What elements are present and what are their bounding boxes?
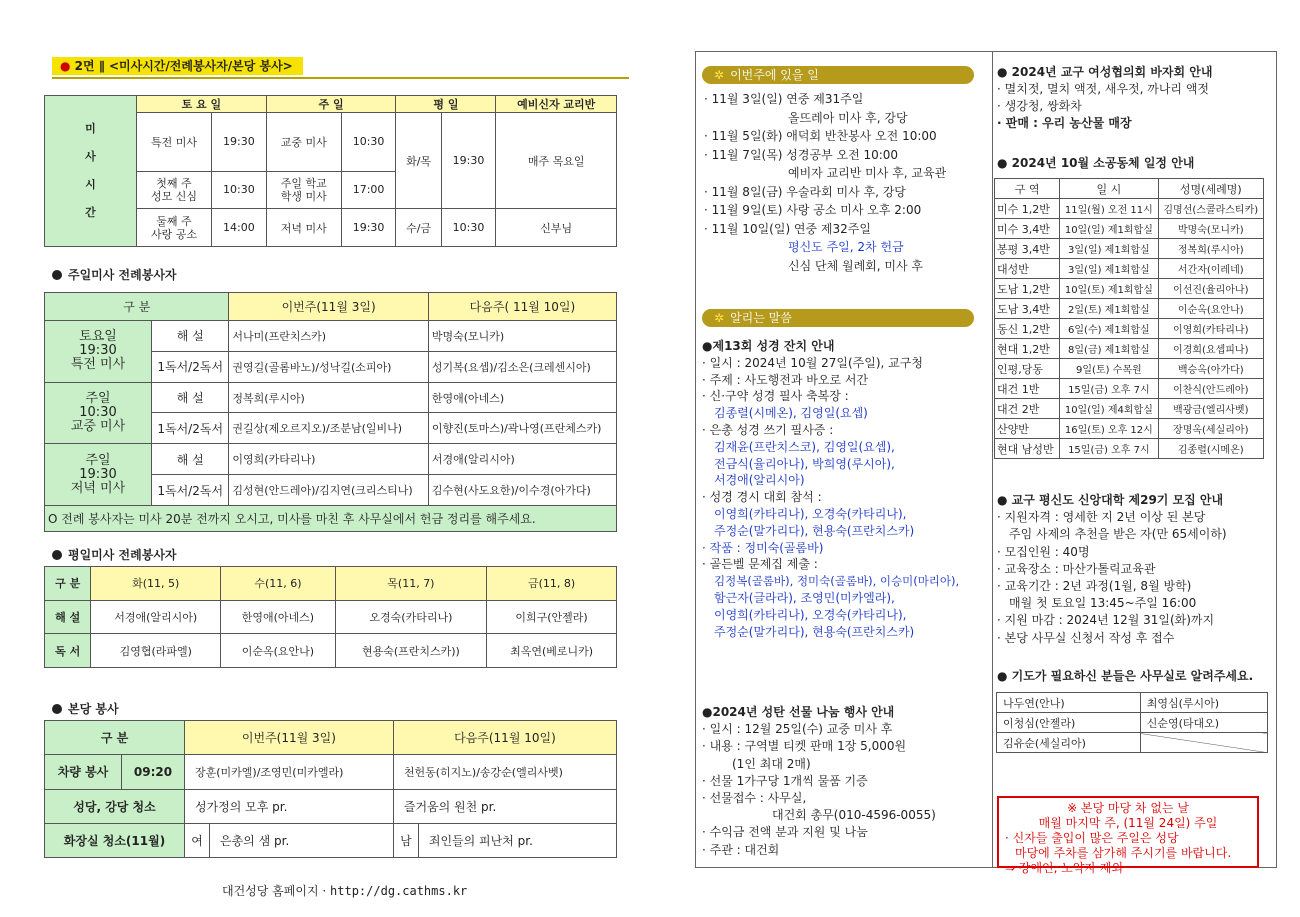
- name: 최영심(루시아): [1140, 693, 1267, 713]
- community-schedule-table: [994, 178, 1264, 459]
- tag: 남: [393, 823, 418, 857]
- name: 이향진(토마스)/곽나영(프란체스카): [428, 413, 616, 444]
- table-row: 봉평 3,4반 3일(일) 제1회합실 정복희(루시아): [995, 239, 1264, 259]
- name: 서경애(알리시아): [428, 444, 616, 475]
- sunday-servers-table: [44, 292, 617, 532]
- table-row: 대건 2반 10일(일) 제4회합실 백광금(엘리사벳): [995, 399, 1264, 419]
- name: 김영협(라파엘): [91, 634, 221, 668]
- servers-note: O 전례 봉사자는 미사 20분 전까지 오시고, 미사를 마친 후 사무실에서 헌금 정리를 해주세요.: [45, 506, 617, 532]
- name: 최옥연(베로니카): [487, 634, 617, 668]
- header: 화(11, 5): [91, 567, 221, 601]
- name: 나두연(안나): [997, 693, 1141, 713]
- mass-label: 주일 10:30 교중 미사: [45, 382, 152, 444]
- cell: 매주 목요일: [496, 113, 617, 209]
- this-week-banner: ✲ 이번주에 있을 일: [702, 66, 974, 84]
- page-label: ● 2면 ∥ <미사시간/전례봉사자/본당 봉사>: [52, 57, 303, 75]
- header: 구 역: [995, 179, 1060, 199]
- table-row: 대성반 3일(일) 제1회합실 서간자(이레네): [995, 259, 1264, 279]
- bullet-icon: [52, 270, 62, 280]
- prayer-title: ● 기도가 필요하신 분들은 사무실로 알려주세요.: [997, 669, 1254, 683]
- prayer-names-table: [996, 692, 1268, 753]
- name: 이순옥(요안나): [221, 634, 336, 668]
- name: 이희구(안젤라): [487, 600, 617, 634]
- next-week: 천헌동(히지노)/송강순(엘리사벳): [393, 755, 616, 789]
- header: 다음주( 11월 10일): [428, 293, 616, 321]
- name: 권영길(골롬바노)/성낙길(소피아): [229, 351, 428, 382]
- header: 이번주(11월 3일): [229, 293, 428, 321]
- next-week: 즐거움의 원천 pr.: [393, 789, 616, 823]
- this-week-list: · 11월 3일(일) 연중 제31주일 올뜨레아 미사 후, 강당 · 11월 5일(화) 애덕회 반찬봉사 오전 10:00 · 11월 7일(목) 성경공부 오전 10:00 예비자 교리반 미사 후, 교육관 · 11월 8일(금) 우술라회 미사 후, 강당 · 11월 9일(토) 사랑 공소 미사 오후 2:00 · 11월 10일(일) 연중 제32주일 평신도 주일, 2차 헌금 신심 단체 월례회, 미사 후: [704, 92, 947, 273]
- row-label: 화장실 청소(11월): [45, 823, 185, 857]
- section-title-sunday: 주일미사 전례봉사자: [52, 266, 177, 283]
- header: 수(11, 6): [221, 567, 336, 601]
- parish-service-table: [44, 720, 617, 858]
- university-notice: ● 교구 평신도 신앙대학 제29기 모집 안내 · 지원자격 : 영세한 지 2년 이상 된 본당 주임 사제의 추천을 받은 자(만 65세이하) · 모집인원 : 40명 · 교육장소 : 마산가톨릭교육관 · 교육기간 : 2년 과정(1월, 8월 방학) 매월 첫 토요일 13:45~주일 16:00 · 지원 마감 : 2024년 12월 31일(화)까지 · 본당 사무실 신청서 작성 후 접수: [997, 493, 1227, 645]
- column-divider: [992, 52, 993, 867]
- mass-label: 주일 19:30 저녁 미사: [45, 444, 152, 506]
- role: 해 설: [152, 321, 229, 352]
- right-page: [695, 51, 1277, 875]
- mass-times-table: [44, 95, 617, 247]
- role: 1독서/2독서: [152, 413, 229, 444]
- bullet-icon: [52, 550, 62, 560]
- cell: 수/금: [396, 209, 441, 247]
- cell: 둘째 주 사랑 공소: [137, 209, 212, 247]
- name: 오경숙(카타리나): [335, 600, 486, 634]
- name: 김성현(안드레아)/김지연(크리스티나): [229, 475, 428, 506]
- table-row: 현대 남성반 15일(금) 오후 7시 김종렬(시메온): [995, 439, 1264, 459]
- name: 서나미(프란치스카): [229, 321, 428, 352]
- role: 1독서/2독서: [152, 351, 229, 382]
- header: 다음주(11월 10일): [393, 721, 616, 755]
- name: 박명숙(모니카): [428, 321, 616, 352]
- red-dot-icon: ●: [60, 59, 71, 73]
- header: 성명(세례명): [1158, 179, 1263, 199]
- star-icon: ✲: [714, 311, 725, 325]
- table-row: 대건 1반 15일(금) 오후 7시 이찬식(안드레아): [995, 379, 1264, 399]
- name: 한영애(아네스): [221, 600, 336, 634]
- role: 1독서/2독서: [152, 475, 229, 506]
- table-row: 현대 1,2반 8일(금) 제1회합실 이경희(요셉피나): [995, 339, 1264, 359]
- table-row: 미수 3,4반 10일(일) 제1회합실 박명숙(모니카): [995, 219, 1264, 239]
- table-row: 도남 3,4반 2일(토) 제1회합실 이순옥(요안나): [995, 299, 1264, 319]
- page-label-underline: [52, 77, 629, 79]
- table-row: 도남 1,2반 10일(토) 제1회합실 이선진(율리아나): [995, 279, 1264, 299]
- notices-banner: ✲ 알리는 말씀: [702, 309, 974, 327]
- weekday-servers-table: [44, 566, 617, 668]
- cell: 14:00: [211, 209, 266, 247]
- row-time: 09:20: [122, 755, 185, 789]
- cell: 교중 미사: [266, 113, 341, 172]
- section-title-weekday: 평일미사 전례봉사자: [52, 546, 177, 563]
- star-icon: ✲: [714, 68, 725, 82]
- row-label: 성당, 강당 청소: [45, 789, 185, 823]
- header: 목(11, 7): [335, 567, 486, 601]
- next-week: 죄인들의 피난처 pr.: [418, 823, 616, 857]
- bullet-icon: [52, 704, 62, 714]
- cell: 특전 미사: [137, 113, 212, 172]
- cell: 17:00: [341, 171, 396, 209]
- empty-cell: [1140, 733, 1267, 753]
- cell: 10:30: [211, 171, 266, 209]
- header-weekday: 평 일: [396, 96, 496, 113]
- name: 성기복(요셉)/김소은(크레센시아): [428, 351, 616, 382]
- header: 구 분: [45, 567, 91, 601]
- role: 독 서: [45, 634, 91, 668]
- header: 금(11, 8): [487, 567, 617, 601]
- header-saturday: 토 요 일: [137, 96, 267, 113]
- cell: 19:30: [211, 113, 266, 172]
- bible-fest-notice: ●제13회 성경 잔치 안내 · 일시 : 2024년 10월 27일(주일), 교구청 · 주제 : 사도행전과 바오로 서간 · 신·구약 성경 필사 축복장 : 김종렬(시메온), 김영일(요셉) · 은총 성경 쓰기 필사증 : 김재윤(프란치스코), 김영일(요셉), 전금식(율리아나), 박희영(루시아), 서경애(알리시아) · 성경 경시 대회 참석 : 이영희(카타리나), 오경숙(카타리나), 주정순(말가리다), 현용숙(프란치스카) · 작품 : 정미숙(골롬바) · 골든벨 문제집 제출 : 김정복(골롬바), 정미숙(골롬바), 이승미(마리아), 함근자(글라라), 조영민(미카엘라), 이영희(카타리나), 오경숙(카타리나), 주정순(말가리다), 현용숙(프란치스카): [702, 339, 960, 639]
- header: 구 분: [45, 293, 229, 321]
- name: 이청심(안젤라): [997, 713, 1141, 733]
- mass-label: 토요일 19:30 특전 미사: [45, 321, 152, 383]
- name: 김유순(세실리아): [997, 733, 1141, 753]
- cell: 저녁 미사: [266, 209, 341, 247]
- schedule-title: ● 2024년 10월 소공동체 일정 안내: [997, 156, 1195, 170]
- cell: 19:30: [341, 209, 396, 247]
- table-row: 산양반 16일(토) 오후 12시 장명옥(세실리아): [995, 419, 1264, 439]
- this-week: 장훈(미카엘)/조영민(미카엘라): [185, 755, 394, 789]
- name: 서경애(알리시아): [91, 600, 221, 634]
- tag: 여: [185, 823, 210, 857]
- name: 권길상(제오르지오)/조분남(일비나): [229, 413, 428, 444]
- cell: 신부님: [496, 209, 617, 247]
- table-row: 미수 1,2반 11일(월) 오전 11시 김명선(스콜라스티카): [995, 199, 1264, 219]
- homepage-footer: 대건성당 홈페이지 · http://dg.cathms.kr: [222, 884, 468, 898]
- role: 해 설: [45, 600, 91, 634]
- name: 정복희(루시아): [229, 382, 428, 413]
- section-title-parish-service: 본당 봉사: [52, 700, 119, 717]
- table-row: 인평,당동 9일(토) 수목원 백승옥(아가다): [995, 359, 1264, 379]
- bazaar-notice: ● 2024년 교구 여성협의회 바자회 안내 · 멸치젓, 멸치 액젓, 새우젓, 까나리 액젓 · 생강청, 쌍화차 · 판매 : 우리 농산물 매장: [997, 65, 1213, 130]
- table-row: 동신 1,2반 6일(수) 제1회합실 이영희(카타리나): [995, 319, 1264, 339]
- parking-notice: ※ 본당 마당 차 없는 날 매월 마지막 주, (11월 24일) 주일 · 신자들 출입이 많은 주일은 성당 마당에 주차를 삼가해 주시기를 바랍니다. ⇒ 장애인, 노약자 제외: [997, 796, 1259, 868]
- role: 해 설: [152, 444, 229, 475]
- header-sunday: 주 일: [266, 96, 396, 113]
- name: 이영희(카타리나): [229, 444, 428, 475]
- this-week: 은총의 샘 pr.: [210, 823, 394, 857]
- name: 김수현(사도요한)/이수경(아가다): [428, 475, 616, 506]
- name: 현용숙(프란치스카)): [335, 634, 486, 668]
- christmas-notice: ●2024년 성탄 선물 나눔 행사 안내 · 일시 : 12월 25일(수) 교중 미사 후 · 내용 : 구역별 티켓 판매 1장 5,000원 (1인 최대 2매) · 선물 1가구당 1개씩 물품 기증 · 선물접수 : 사무실, 대건회 총무(010-4596-0055) · 수익금 전액 분과 지원 및 나눔 · 주관 : 대건회: [702, 705, 936, 857]
- cell: 화/목: [396, 113, 441, 209]
- row-label: 차량 봉사: [45, 755, 122, 789]
- cell: 19:30: [441, 113, 496, 209]
- name: 한영애(아네스): [428, 382, 616, 413]
- mass-times-side-label: 미 사 시 간: [45, 96, 137, 247]
- cell: 10:30: [341, 113, 396, 172]
- header: 일 시: [1060, 179, 1158, 199]
- header: 이번주(11월 3일): [185, 721, 394, 755]
- cell: 10:30: [441, 209, 496, 247]
- cell: 첫째 주 성모 신심: [137, 171, 212, 209]
- homepage-link[interactable]: http://dg.cathms.kr: [330, 884, 468, 898]
- cell: 주일 학교 학생 미사: [266, 171, 341, 209]
- header-catechumen: 예비신자 교리반: [496, 96, 617, 113]
- header: 구 분: [45, 721, 185, 755]
- role: 해 설: [152, 382, 229, 413]
- this-week: 성가정의 모후 pr.: [185, 789, 394, 823]
- name: 신순영(타대오): [1140, 713, 1267, 733]
